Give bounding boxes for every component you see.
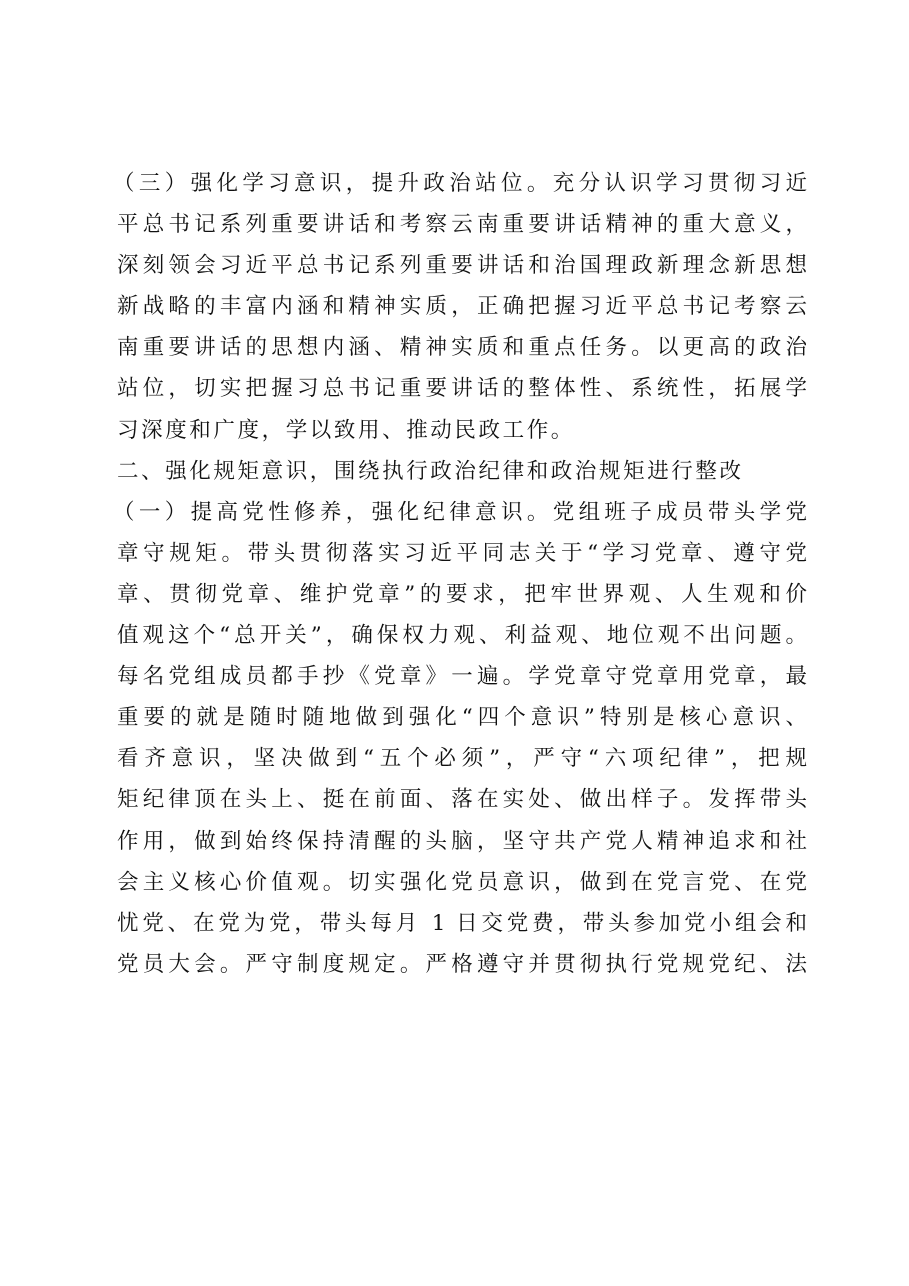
- text-line: 章、贯彻党章、维护党章”的要求，把牢世界观、人生观和价: [117, 581, 807, 607]
- text-line: 值观这个“总开关”，确保权力观、利益观、地位观不出问题。: [117, 623, 807, 649]
- text-line: 平总书记系列重要讲话和考察云南重要讲话精神的重大意义，: [117, 212, 807, 238]
- text-line: 新战略的丰富内涵和精神实质，正确把握习近平总书记考察云: [117, 294, 807, 320]
- text-line: 站位，切实把握习总书记重要讲话的整体性、系统性，拓展学: [117, 376, 807, 402]
- text-line: （三）强化学习意识，提升政治站位。充分认识学习贯彻习近: [113, 171, 807, 196]
- text-line: 忧党、在党为党，带头每月 1 日交党费，带头参加党小组会和: [117, 910, 807, 936]
- text-line: 每名党组成员都手抄《党章》一遍。学党章守党章用党章，最: [117, 664, 807, 690]
- text-line: 矩纪律顶在头上、挺在前面、落在实处、做出样子。发挥带头: [117, 787, 807, 813]
- text-line: 章守规矩。带头贯彻落实习近平同志关于“学习党章、遵守党: [117, 540, 807, 566]
- text-line: 作用，做到始终保持清醒的头脑，坚守共产党人精神追求和社: [117, 828, 807, 854]
- section-heading: 二、强化规矩意识，围绕执行政治纪律和政治规矩进行整改: [117, 458, 744, 484]
- text-line: 重要的就是随时随地做到强化“四个意识”特别是核心意识、: [117, 705, 807, 731]
- text-line: 看齐意识，坚决做到“五个必须”，严守“六项纪律”，把规: [117, 746, 807, 772]
- document-body: [113, 163, 807, 985]
- text-line: 南重要讲话的思想内涵、精神实质和重点任务。以更高的政治: [117, 335, 807, 361]
- text-line: 会主义核心价值观。切实强化党员意识，做到在党言党、在党: [117, 869, 807, 895]
- text-line: 深刻领会习近平总书记系列重要讲话和治国理政新理念新思想: [117, 253, 807, 279]
- text-line: 习深度和广度，学以致用、推动民政工作。: [117, 417, 575, 443]
- text-line: （一）提高党性修养，强化纪律意识。党组班子成员带头学党: [113, 499, 807, 525]
- text-line: 党员大会。严守制度规定。严格遵守并贯彻执行党规党纪、法: [117, 951, 807, 977]
